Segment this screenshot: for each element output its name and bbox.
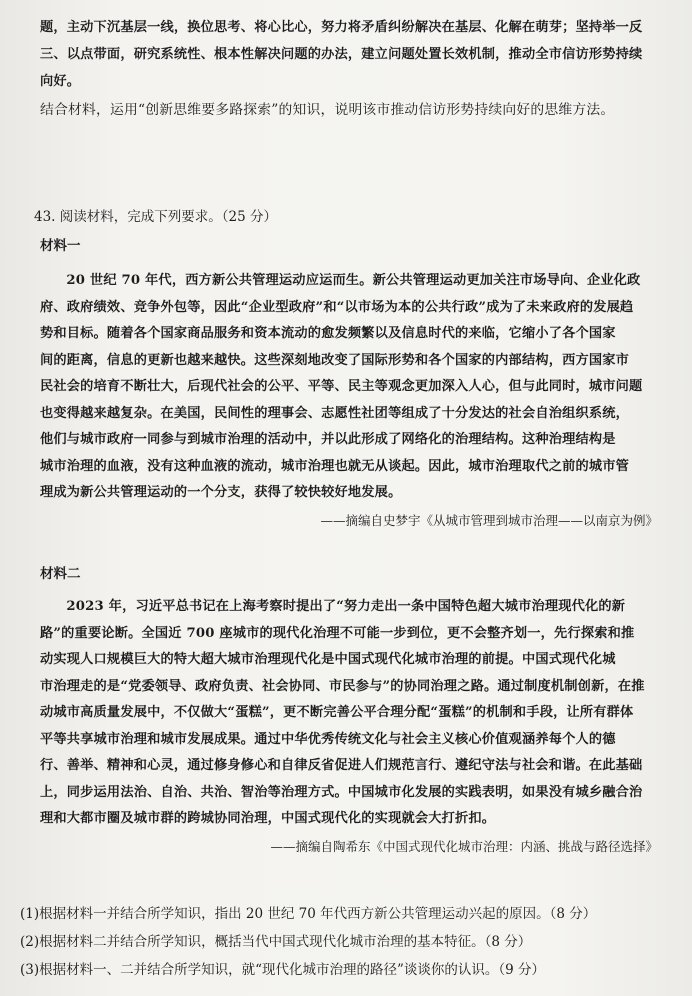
text-line: 也变得越来越复杂。在美国，民间性的理事会、志愿性社团等组成了十分发达的社会自治组织系统，: [40, 405, 630, 421]
text-line: 理成为新公共管理运动的一个分支，获得了较快较好地发展。: [40, 485, 402, 500]
text-line: 城市治理的血液，没有这种血液的流动，城市治理也就无从谈起。因此，城市治理取代之前的城市管: [40, 458, 630, 474]
text-line: 理和大都市圈及城市群的跨城协同治理，中国式现代化的实现就会大打折扣。: [40, 811, 496, 826]
sub-question-3: (3)根据材料一、二并结合所学知识，就“现代化城市治理的路径”谈谈你的认识。（9 分）: [20, 962, 546, 978]
previous-question-text: [40, 14, 658, 125]
sub-questions: [20, 900, 658, 984]
question-heading: 43. 阅读材料，完成下列要求。（25 分）: [34, 209, 277, 225]
text-line: 他们与城市政府一同参与到城市治理的活动中，并以此形成了网络化的治理结构。这种治理结构是: [40, 432, 616, 447]
text-line: 动城市高质量发展中，不仅做大“蛋糕”，更不断完善公平合理分配“蛋糕”的机制和手段，让所有群体: [40, 705, 634, 720]
text-line: 市治理走的是“党委领导、政府负责、社会协同、市民参与”的协同治理之路。通过制度机制创新，在推: [40, 678, 645, 694]
material-title: 材料一: [40, 238, 81, 254]
text-line: 三、以点带面，研究系统性、根本性解决问题的办法，建立问题处置长效机制，推动全市信访形势持续: [40, 47, 643, 62]
question-instruction: 结合材料，运用“创新思维要多路探索”的知识，说明该市推动信访形势持续向好的思维方法。: [40, 102, 615, 118]
text-line: 向好。: [40, 74, 81, 89]
text-line: 民社会的培育不断壮大，后现代社会的公平、平等、民主等观念更加深入人心，但与此同时，城市问题: [40, 379, 643, 394]
text-line: 20 世纪 70 年代，西方新公共管理运动应运而生。新公共管理运动更加关注市场导向、企业化政: [66, 273, 641, 288]
material-2: [40, 562, 658, 859]
text-line: 势和目标。随着各个国家商品服务和资本流动的愈发频繁以及信息时代的来临，它缩小了各个国家: [40, 326, 616, 341]
text-line: 上，同步运用法治、自治、共治、智治等治理方式。中国城市化发展的实践表明，如果没有城乡融合治: [40, 784, 643, 800]
text-line: 路”的重要论断。全国近 700 座城市的现代化治理不可能一步到位，更不会整齐划一，先行探索和推: [40, 625, 635, 641]
material-source: ——摘编自陶希东《中国式现代化城市治理：内涵、挑战与路径选择》: [270, 838, 658, 854]
text-line: 2023 年，习近平总书记在上海考察时提出了“努力走出一条中国特色超大城市治理现代化的新: [66, 599, 626, 614]
text-line: 行、善举、精神和心灵，通过修身修心和自律反省促进人们规范言行、遵纪守法与社会和谐。在此基础: [40, 758, 643, 773]
text-line: 府、政府绩效、竞争外包等，因此“企业型政府”和“以市场为本的公共行政”成为了未来政府的发展趋: [40, 299, 634, 315]
material-source: ——摘编自史梦宇《从城市管理到城市治理——以南京为例》: [320, 512, 658, 528]
text-line: 动实现人口规模巨大的特大超大城市治理现代化是中国式现代化城市治理的前提。中国式现代化城: [40, 652, 616, 667]
text-line: 间的距离，信息的更新也越来越快。这些深刻地改变了国际形势和各个国家的内部结构，西方国家市: [40, 352, 630, 368]
material-1: [40, 234, 658, 533]
material-title: 材料二: [40, 566, 81, 582]
text-line: 题，主动下沉基层一线，换位思考、将心比心，努力将矛盾纠纷解决在基层、化解在萌芽；坚持举一反: [40, 20, 643, 35]
question-43: [34, 206, 658, 228]
text-line: 平等共享城市治理和城市发展成果。通过中华优秀传统文化与社会主义核心价值观涵养每个人的德: [40, 731, 616, 747]
sub-question-2: (2)根据材料二并结合所学知识，概括当代中国式现代化城市治理的基本特征。（8 分）: [20, 934, 532, 950]
sub-question-1: (1)根据材料一并结合所学知识，指出 20 世纪 70 年代西方新公共管理运动兴起的原因。（8 分）: [20, 906, 597, 922]
